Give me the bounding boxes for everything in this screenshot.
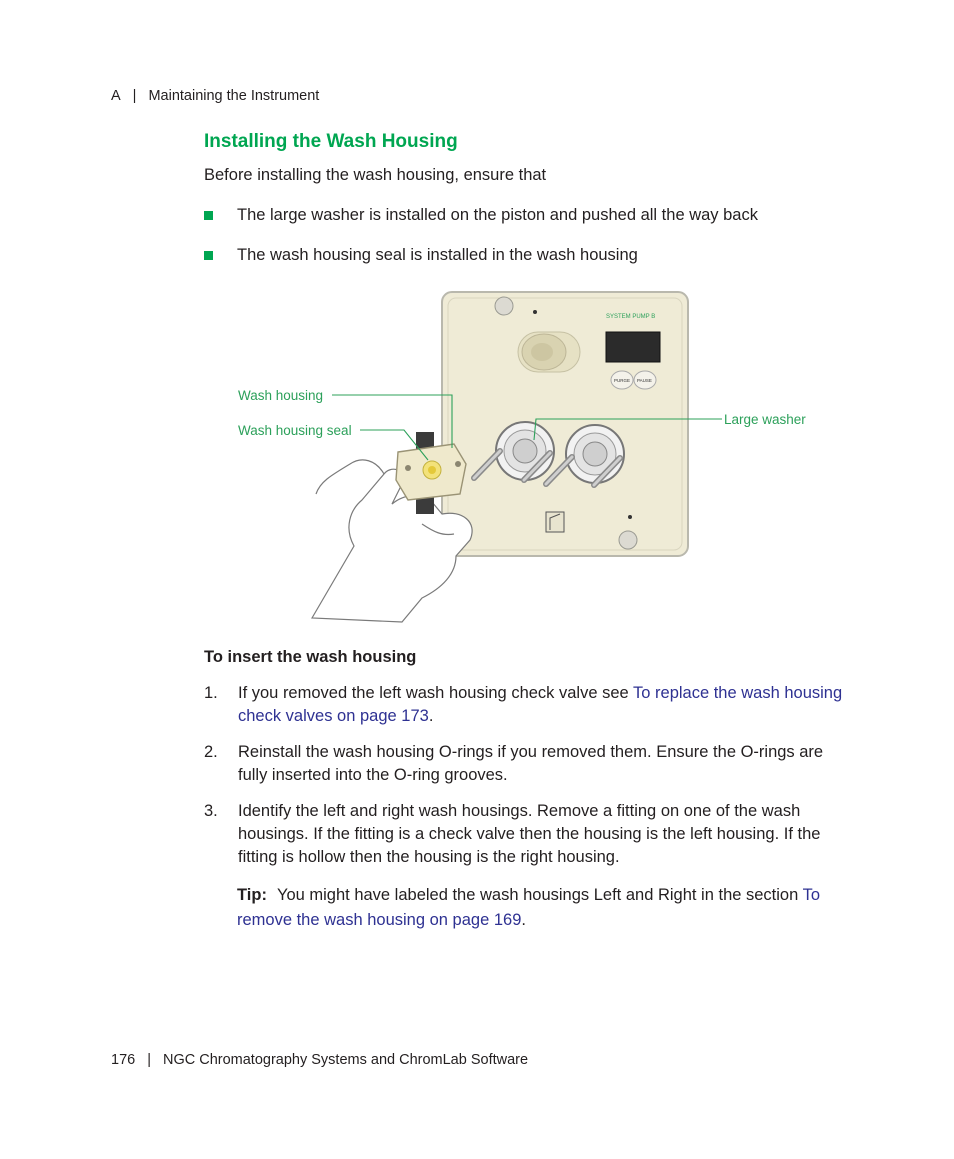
panel-screw-icon — [495, 297, 513, 315]
procedure-step — [204, 741, 844, 787]
footer-separator: | — [147, 1052, 151, 1068]
step-number: 1. — [204, 684, 218, 702]
large-washer — [496, 422, 554, 480]
step-text: Identify the left and right wash housings. Remove a fitting on one of the wash housings. If the fitting is a check valve then the housing is the left housing. If the fitting is hollow then the housing is the right housing. — [238, 802, 821, 866]
label-wash-housing-seal: Wash housing seal — [238, 423, 352, 438]
bullet-item — [204, 246, 638, 265]
tip-label: Tip: — [237, 886, 267, 904]
tip-note — [237, 883, 837, 933]
step-text — [238, 682, 844, 728]
tip-text-end: . — [521, 911, 526, 929]
header-separator: | — [132, 88, 137, 104]
section-title: Installing the Wash Housing — [204, 131, 458, 152]
label-wash-housing: Wash housing — [238, 388, 324, 403]
procedure-step — [204, 800, 844, 869]
panel-display — [606, 332, 660, 362]
bullet-item — [204, 206, 758, 225]
intro-paragraph: Before installing the wash housing, ensure that — [204, 166, 547, 184]
section-letter: A — [111, 88, 121, 104]
panel-title: SYSTEM PUMP B — [606, 314, 656, 320]
chapter-title: Maintaining the Instrument — [148, 88, 320, 104]
bullet-text: The wash housing seal is installed in the wash housing — [237, 246, 638, 264]
bullet-text: The large washer is installed on the piston and pushed all the way back — [237, 206, 758, 224]
remove-wash-housing-link[interactable]: To remove the wash housing on page 169 — [237, 886, 821, 929]
step-text: Reinstall the wash housing O-rings if you removed them. Ensure the O-rings are fully inserted into the O-ring grooves. — [238, 743, 824, 784]
step-text-part: If you removed the left wash housing check valve see — [238, 684, 634, 702]
book-title: NGC Chromatography Systems and ChromLab Software — [162, 1052, 529, 1068]
step-text-part: . — [428, 707, 434, 725]
svg-text:PURGE: PURGE — [614, 378, 631, 383]
procedure-title: To insert the wash housing — [204, 648, 417, 666]
panel-screw-icon — [619, 531, 637, 549]
bullet-square-icon — [204, 211, 213, 220]
procedure-step — [204, 682, 844, 728]
page-number: 176 — [111, 1052, 136, 1068]
label-large-washer: Large washer — [724, 412, 806, 427]
step-number: 2. — [204, 743, 218, 761]
tip-text: You might have labeled the wash housings Left and Right in the section — [276, 886, 803, 904]
running-header — [111, 88, 319, 104]
bullet-square-icon — [204, 251, 213, 260]
replace-check-valves-link[interactable]: To replace the wash housing check valves on page 173 — [238, 684, 843, 725]
wash-housing-illustration — [232, 288, 812, 624]
step-number: 3. — [204, 802, 218, 820]
running-footer — [111, 1052, 528, 1068]
piston-head-right — [566, 425, 624, 483]
svg-text:PAUSE: PAUSE — [637, 378, 652, 383]
